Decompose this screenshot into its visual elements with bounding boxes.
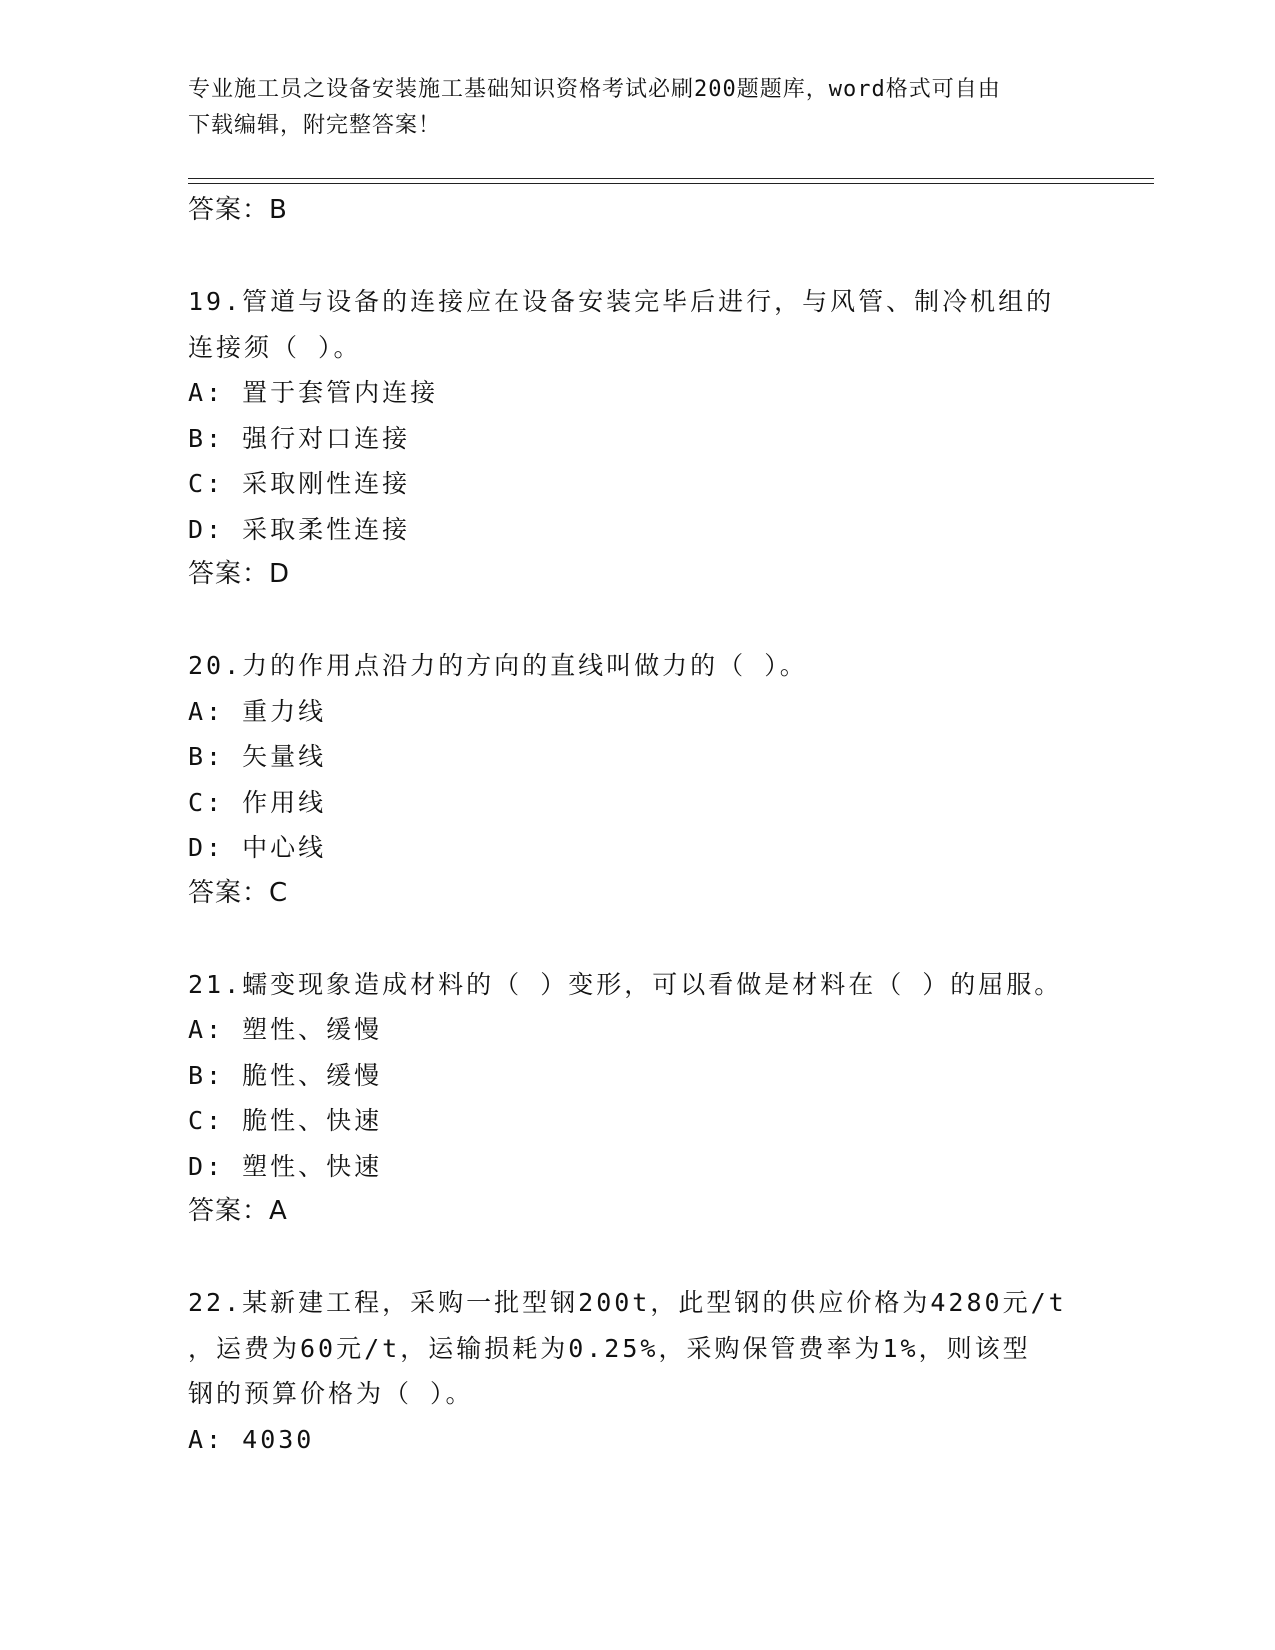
question-21-option-d: D: 塑性、快速 <box>188 1151 383 1181</box>
question-21-option-b: B: 脆性、缓慢 <box>188 1060 383 1090</box>
spacer <box>188 1235 1088 1281</box>
question-20-option-d: D: 中心线 <box>188 833 327 862</box>
question-19-answer: 答案：D <box>188 559 291 589</box>
question-20-option-c: C: 作用线 <box>188 787 327 817</box>
question-20-option-a: A: 重力线 <box>188 696 327 726</box>
question-19-option-b: B: 强行对口连接 <box>188 423 411 453</box>
question-19 <box>188 279 1088 598</box>
question-22-stem-line-3: 钢的预算价格为（ ）。 <box>188 1379 474 1408</box>
question-21-option-c: C: 脆性、快速 <box>188 1106 383 1135</box>
question-19-option-a: A: 置于套管内连接 <box>188 378 439 407</box>
question-20 <box>188 643 1088 916</box>
question-20-stem-line-1: 20.力的作用点沿力的方向的直线叫做力的（ ）。 <box>188 651 808 680</box>
spacer <box>188 598 1088 644</box>
question-list <box>188 188 1088 1462</box>
question-21-stem-line-1: 21.蠕变现象造成材料的（ ）变形，可以看做是材料在（ ）的屈服。 <box>188 969 1063 999</box>
question-21 <box>188 962 1088 1235</box>
question-21-answer: 答案：A <box>188 1196 288 1226</box>
header-rule-top <box>188 178 1154 179</box>
question-19-stem-line-1: 19.管道与设备的连接应在设备安装完毕后进行，与风管、制冷机组的 <box>188 287 1055 316</box>
question-22-stem-line-2: ，运费为60元/t，运输损耗为0.25%，采购保管费率为1%，则该型 <box>188 1333 1031 1363</box>
question-22 <box>188 1280 1088 1462</box>
question-21-option-a: A: 塑性、缓慢 <box>188 1015 383 1044</box>
question-19-option-d: D: 采取柔性连接 <box>188 514 411 544</box>
header-rule-bottom <box>188 183 1154 184</box>
question-22-option-a: A: 4030 <box>188 1424 315 1454</box>
question-20-answer: 答案：C <box>188 877 289 908</box>
header-line-2: 下载编辑，附完整答案！ <box>188 113 442 138</box>
question-19-option-c: C: 采取刚性连接 <box>188 469 411 498</box>
spacer <box>188 234 1088 280</box>
header-line-1: 专业施工员之设备安装施工基础知识资格考试必刷200题题库，word格式可自由 <box>188 77 1001 102</box>
question-22-stem-line-1: 22.某新建工程，采购一批型钢200t，此型钢的供应价格为4280元/t <box>188 1288 1067 1317</box>
spacer <box>188 916 1088 962</box>
question-19-stem-line-2: 连接须（ ）。 <box>188 332 362 362</box>
question-20-option-b: B: 矢量线 <box>188 742 327 771</box>
previous-answer: 答案：B <box>188 195 288 225</box>
document-header <box>188 72 1068 144</box>
